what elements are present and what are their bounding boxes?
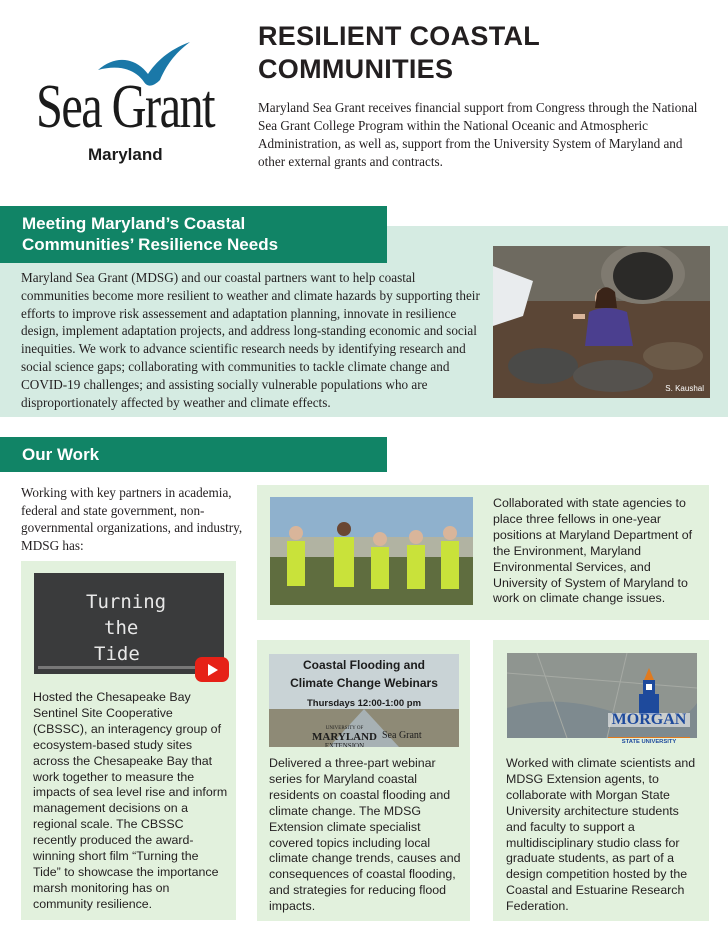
webinar-flyer — [269, 654, 459, 747]
sea-grant-mini-logo: Sea Grant — [382, 730, 422, 741]
card-morgan-state-text: Worked with climate scientists and MDSG Extension agents, to collaborate with Morgan State University architecture students and faculty to support a multidisciplinary studio class for graduate students, as part of a design competition hosted by the Coastal and Estuarine Research Federation. — [506, 756, 696, 914]
play-button-icon[interactable] — [195, 657, 229, 682]
section1-body: Maryland Sea Grant (MDSG) and our coastal partners want to help coastal communities become more resilient to weather and climate hazards by supporting their efforts to improve risk assessement and adaptation planning, innovate in resilience design, implement adaptation projects, and address long-standing economic and social inequities. We work to advance scientific research needs by identifying research and social science gaps; collaborating with communities to tackle climate change and COVID-19 challenges; and assisting socially vulnerable populations who are disproportionately affected by weather and climate effects. — [21, 270, 480, 410]
fellows-team-photo — [270, 497, 473, 605]
page-title: RESILIENT COASTAL COMMUNITIES — [258, 21, 540, 84]
morgan-state-subtitle: STATE UNIVERSITY — [608, 737, 690, 745]
section1-heading — [0, 206, 387, 263]
video-title-line3: Tide — [94, 643, 140, 665]
video-title-line2: the — [104, 617, 139, 639]
umd-extension-text: EXTENSION — [324, 742, 365, 747]
our-work-intro: Working with key partners in academia, federal and state government, non-governmental organizations, and industry, MDSG has: — [21, 485, 243, 553]
umd-small-text: UNIVERSITY OF — [325, 726, 364, 731]
photo-credit: S. Kaushal — [665, 384, 704, 393]
logo-wordmark: Sea Grant — [36, 73, 214, 141]
morgan-tower-icon — [634, 668, 664, 715]
video-title-line1: Turning — [86, 591, 167, 613]
webinar-title-line2: Climate Change Webinars — [290, 676, 438, 690]
card-webinars-text: Delivered a three-part webinar series for Maryland coastal residents on coastal flooding and climate change. The MDSG Extension climate specialist covered topics including local climate change trends, causes and consequences of coastal flooding, and strategies for reducing flood impacts. — [269, 756, 461, 914]
researcher-photo — [493, 246, 710, 398]
umd-extension-logo — [312, 724, 377, 747]
intro-paragraph: Maryland Sea Grant receives financial support from Congress through the National Sea Grant College Program within the National Oceanic and Atmospheric Administration, as well as, support from the University System of Maryland and other external grants and contracts. — [258, 100, 698, 169]
video-progress-bar[interactable] — [38, 666, 220, 669]
section2-heading: Our Work — [0, 437, 387, 472]
webinar-title-line1: Coastal Flooding and — [303, 658, 425, 672]
logo-state-name: Maryland — [88, 145, 163, 164]
card-fellows-text: Collaborated with state agencies to place three fellows in one-year positions at Maryland Department of the Environment, Maryland Environmental Services, and University of System of Maryland to work on climate change issues. — [493, 496, 693, 606]
section1-heading-line2: Communities’ Resilience Needs — [22, 235, 279, 254]
webinar-flyer-title — [269, 656, 459, 692]
umd-big-text: MARYLAND — [312, 731, 377, 743]
webinar-schedule: Thursdays 12:00-1:00 pm — [306, 698, 422, 709]
section1-heading-line1: Meeting Maryland’s Coastal — [22, 214, 246, 233]
card-cbssc-text: Hosted the Chesapeake Bay Sentinel Site Cooperative (CBSSC), an interagency group of ecosystem-based study sites across the Chesapeake Bay that work together to measure the impacts of sea level rise and inform management decisions on a regional scale. The CBSSC recently produced the award-winning short film “Turning the Tide” to showcase the importance marsh monitoring has on community resilience. — [33, 690, 228, 911]
morgan-state-logo: MORGAN — [608, 713, 690, 727]
